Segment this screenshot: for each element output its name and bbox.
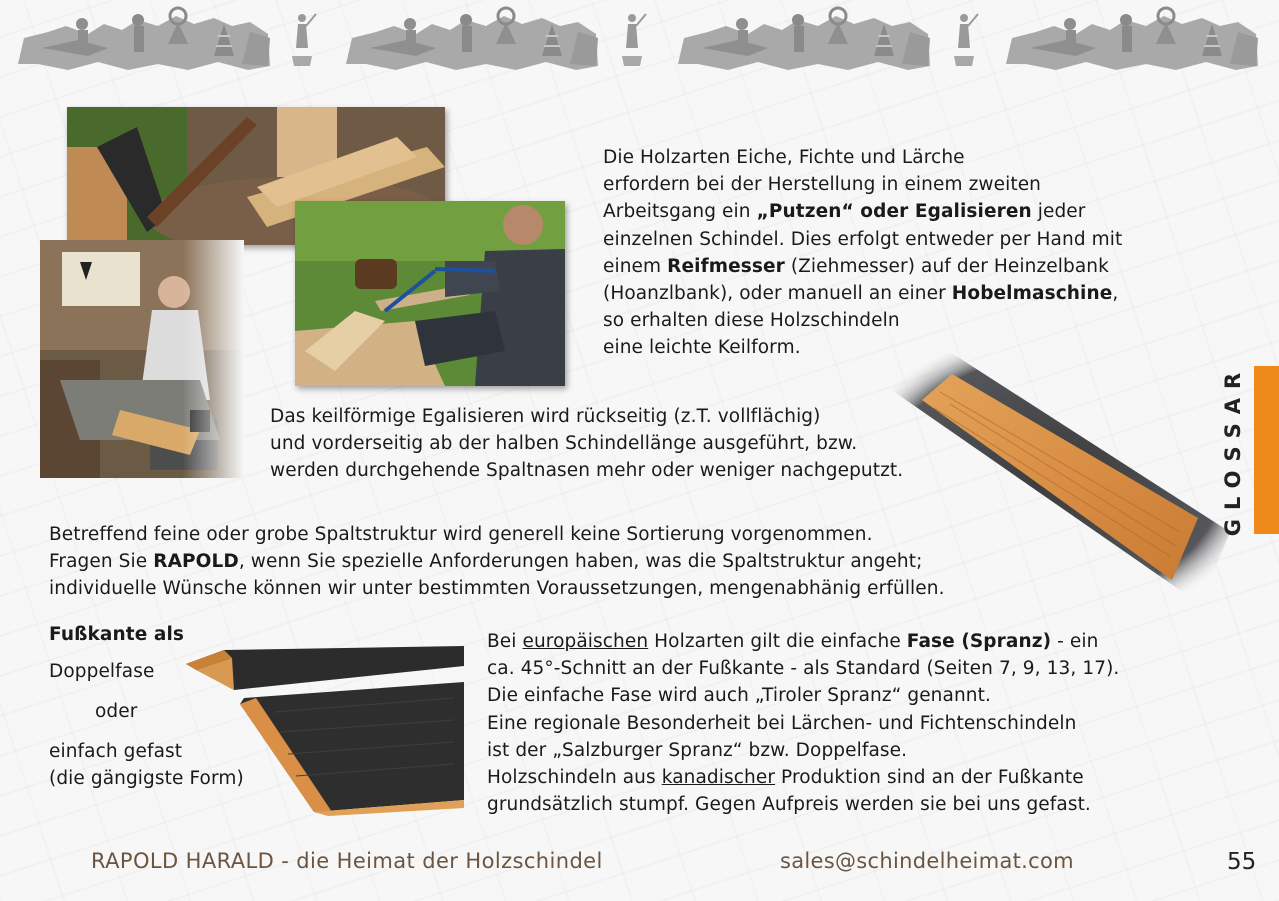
fase-line: Bei europäischen Holzarten gilt die einfache Fase (Spranz) - ein — [487, 631, 1099, 652]
fase-line: ist der „Salzburger Spranz“ bzw. Doppelfase. — [487, 739, 908, 761]
intro-line: erfordern bei der Herstellung in einem zweiten — [603, 174, 1041, 196]
spaltstruktur-paragraph — [49, 521, 945, 603]
keil-paragraph — [270, 403, 903, 485]
spalt-line: Fragen Sie RAPOLD, wenn Sie spezielle Anforderungen haben, was die Spaltstruktur angeht; — [49, 551, 923, 573]
footer-company: RAPOLD HARALD - die Heimat der Holzschindel — [91, 849, 603, 873]
decorative-banner — [18, 4, 1258, 76]
europaeisch-term: europäischen — [522, 631, 649, 652]
fase-line: Eine regionale Besonderheit bei Lärchen- und Fichtenschindeln — [487, 712, 1077, 734]
fase-term: Fase (Spranz) — [906, 631, 1052, 652]
intro-line: einzelnen Schindel. Dies erfolgt entweder per Hand mit — [603, 228, 1123, 250]
intro-line: Arbeitsgang ein „Putzen“ oder Egalisieren jeder — [603, 201, 1086, 223]
einfach-line: einfach gefast — [49, 741, 183, 762]
fusskante-heading: Fußkante als — [49, 624, 185, 645]
drawknife-photo — [295, 201, 565, 386]
keil-line: Das keilförmige Egalisieren wird rückseitig (z.T. vollflächig) — [270, 406, 821, 427]
intro-line: so erhalten diese Holzschindeln — [603, 310, 900, 332]
kanadisch-term: kanadischer — [661, 767, 776, 789]
doppelfase-label: Doppelfase — [49, 661, 155, 682]
rapold-brand: RAPOLD — [153, 551, 239, 573]
putzen-term: „Putzen“ oder Egalisieren — [756, 201, 1032, 223]
fase-paragraph — [487, 628, 1119, 818]
spalt-line: Betreffend feine oder grobe Spaltstruktur wird generell keine Sortierung vorgenommen. — [49, 524, 873, 545]
einfach-gefast-label — [49, 738, 244, 792]
hobelmaschine-term: Hobelmaschine — [951, 283, 1113, 305]
intro-line: Die Holzarten Eiche, Fichte und Lärche — [603, 147, 965, 168]
glossar-label[interactable]: GLOSSAR — [1221, 363, 1246, 537]
form-line: (die gängigste Form) — [49, 768, 244, 790]
glossar-tab-marker[interactable] — [1254, 366, 1279, 534]
keil-line: werden durchgehende Spaltnasen mehr oder weniger nachgeputzt. — [270, 460, 904, 482]
reifmesser-term: Reifmesser — [667, 255, 785, 277]
glossar-tab[interactable] — [1218, 363, 1248, 537]
fase-line: Holzschindeln aus kanadischer Produktion sind an der Fußkante — [487, 767, 1084, 789]
keil-line: und vorderseitig ab der halben Schindellänge ausgeführt, bzw. — [270, 433, 858, 455]
intro-line: einem Reifmesser (Ziehmesser) auf der Heinzelbank — [603, 255, 1109, 277]
fase-line: Die einfache Fase wird auch „Tiroler Spranz“ genannt. — [487, 685, 991, 707]
fase-line: grundsätzlich stumpf. Gegen Aufpreis werden sie bei uns gefast. — [487, 794, 1091, 816]
page-number: 55 — [1227, 849, 1257, 875]
intro-line: eine leichte Keilform. — [603, 337, 801, 359]
workshop-planer-photo — [40, 240, 244, 478]
oder-label: oder — [95, 701, 138, 722]
fase-line: ca. 45°-Schnitt an der Fußkante - als Standard (Seiten 7, 9, 13, 17). — [487, 658, 1120, 680]
intro-paragraph — [603, 144, 1122, 362]
footer-email[interactable]: sales@schindelheimat.com — [780, 849, 1074, 873]
spalt-line: individuelle Wünsche können wir unter bestimmten Voraussetzungen, mengenabhänig erfüllen. — [49, 578, 945, 600]
intro-line: (Hoanzlbank), oder manuell an einer Hobelmaschine, — [603, 283, 1119, 305]
